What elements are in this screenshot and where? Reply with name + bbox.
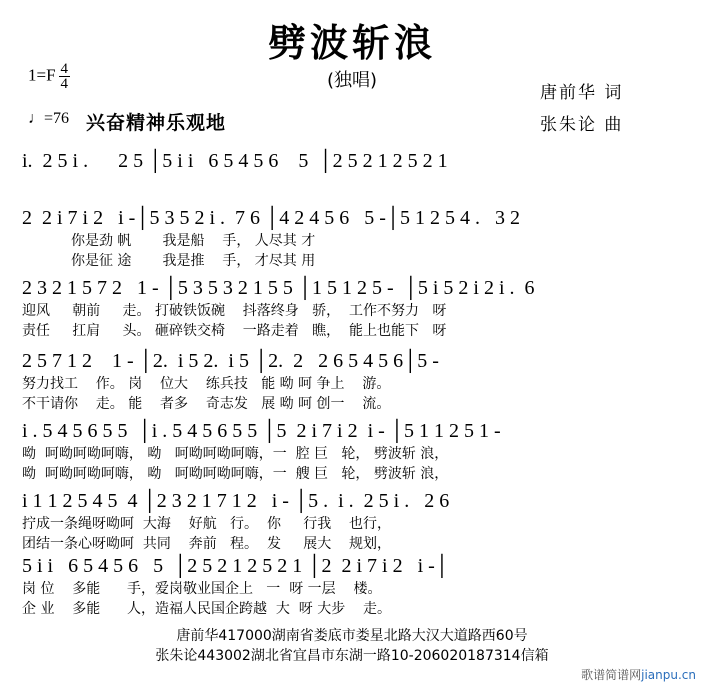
lyricist-credit: 唐前华 词: [540, 83, 624, 103]
lyric-line-2: 不干请你 走。 能 者多 奇志发 展 呦 呵 创一 流。: [22, 396, 391, 412]
composer-credit: 张朱论 曲: [540, 115, 624, 135]
meter-denominator: 4: [60, 76, 69, 93]
lyric-line-2: 你是征 途 我是推 手， 才尽其 用: [22, 253, 316, 269]
footer-address-lyricist: 唐前华417000湖南省娄底市娄星北路大汉大道路西60号: [176, 628, 528, 644]
lyric-line-1: 迎风 朝前 走。 打破铁饭碗 抖落终身 骄， 工作不努力 呀: [22, 303, 447, 319]
page-title: 劈波斩浪: [267, 21, 436, 65]
music-system: [22, 275, 682, 341]
lyric-line-1: 你是劲 帆 我是船 手， 人尽其 才: [22, 233, 316, 249]
notation-line: 2 2 i 7 i 2 i -│5 3 5 2 i . 7 6 │4 2 4 5 6 5 -│5 1 2 5 4 . 3 2: [22, 207, 521, 229]
lyric-line-2: 团结一条心呀呦呵 共同 奔前 程。 发 展大 规划，: [22, 536, 392, 552]
footer-address-composer: 张朱论443002湖北省宜昌市东湖一路10-206020187314信箱: [155, 648, 549, 664]
lyric-line-2: 责任 扛肩 头。 砸碎铁交椅 一路走着 瞧， 能上也能下 呀: [22, 323, 447, 339]
notation-line: 2 5 7 1 2 1 - │2. i 5 2. i 5 │2. 2 2 6 5 4 5 6│5 -: [22, 350, 439, 372]
notation-line: i 1 1 2 5 4 5 4 │2 3 2 1 7 1 2 i - │5 . i . 2 5 i . 2 6: [22, 490, 450, 512]
mood-marking: 兴奋精神乐观地: [86, 112, 227, 134]
notation-line: i . 5 4 5 6 5 5 │i . 5 4 5 6 5 5 │5 2 i 7 i 2 i - │5 1 1 2 5 1 -: [22, 420, 501, 442]
site-watermark: [581, 666, 696, 683]
lyric-line-1: 呦 呵呦呵呦呵嗨， 呦 呵呦呵呦呵嗨，一 腔 巨 轮， 劈波斩 浪，: [22, 446, 449, 462]
music-system: [22, 205, 682, 271]
lyric-line-1: 努力找工 作。 岗 位大 练兵技 能 呦 呵 争上 游。: [22, 376, 391, 392]
meter-numerator: 4: [60, 61, 69, 77]
key-label: 1=F: [28, 65, 56, 85]
notation-line: 5 i i 6 5 4 5 6 5 │2 5 2 1 2 5 2 1 │2 2 i 7 i 2 i -│: [22, 555, 449, 577]
music-system: [22, 418, 682, 484]
tempo-marking: ♩=76: [28, 110, 70, 127]
watermark-text: 歌谱简谱网: [581, 668, 642, 682]
music-system: [22, 553, 682, 619]
key-signature: [28, 62, 70, 92]
notation-line: i. 2 5 i . 2 5 │5 i i 6 5 4 5 6 5 │2 5 2 1 2 5 2 1: [22, 150, 448, 172]
notation-line: 2 3 2 1 5 7 2 1 - │5 3 5 3 2 1 5 5 │1 5 1 2 5 - │5 i 5 2 i 2 i . 6: [22, 277, 535, 299]
performance-type: (独唱): [326, 70, 378, 91]
lyric-line-1: 岗 位 多能 手，爱岗敬业国企上 一 呀 一层 楼。: [22, 581, 382, 597]
lyric-line-1: 拧成一条绳呀呦呵 大海 好航 行。 你 行我 也行，: [22, 516, 392, 532]
watermark-url: jianpu.cn: [641, 668, 696, 682]
lyric-line-2: 企 业 多能 人，造福人民国企跨越 大 呀 大步 走。: [22, 601, 392, 617]
music-system: [22, 148, 682, 194]
music-system: [22, 348, 682, 414]
lyric-line-1: [22, 174, 682, 194]
lyric-line-2: 呦 呵呦呵呦呵嗨， 呦 呵呦呵呦呵嗨，一 艘 巨 轮， 劈波斩 浪，: [22, 466, 449, 482]
music-system: [22, 488, 682, 554]
time-signature: [59, 62, 71, 92]
